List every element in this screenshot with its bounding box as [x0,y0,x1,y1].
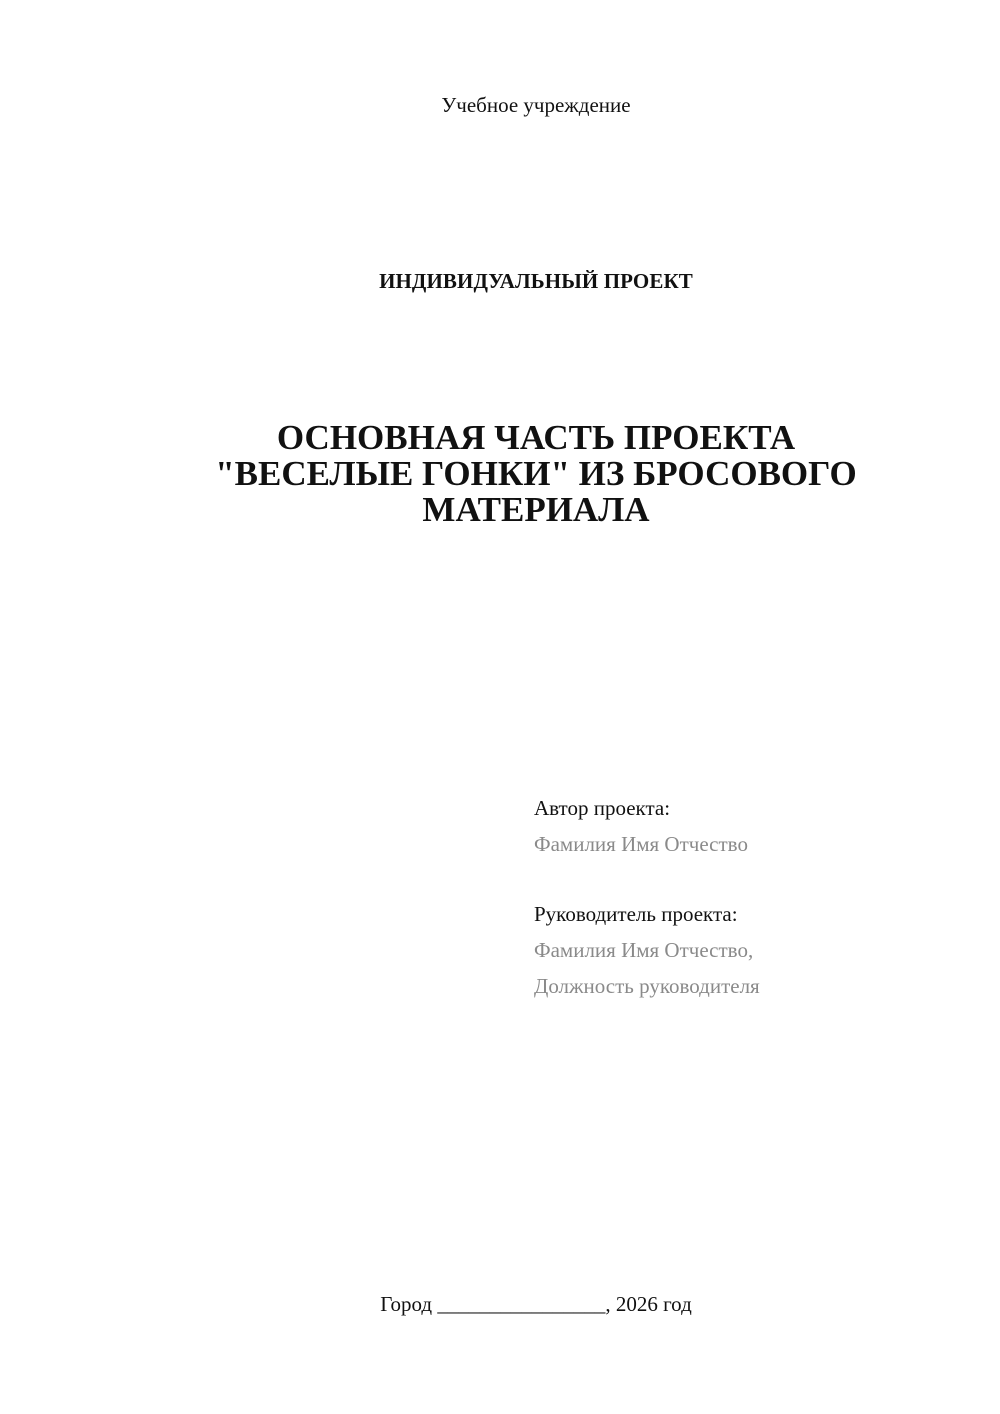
document-type: ИНДИВИДУАЛЬНЫЙ ПРОЕКТ [379,269,693,293]
project-title [0,420,1000,528]
supervisor-block [534,896,954,1004]
project-title-line-3: МАТЕРИАЛА [422,490,650,529]
info-spacer [534,862,954,896]
project-title-line-2: "ВЕСЕЛЫЕ ГОНКИ" ИЗ БРОСОВОГО [215,454,857,493]
supervisor-position: Должность руководителя [534,974,760,998]
project-info [534,790,954,1004]
author-name: Фамилия Имя Отчество [534,832,748,856]
supervisor-label: Руководитель проекта: [534,902,738,926]
institution-name: Учебное учреждение [441,93,631,117]
project-title-line-1: ОСНОВНАЯ ЧАСТЬ ПРОЕКТА [276,418,796,457]
city-year-line: Город ________________, 2026 год [380,1292,692,1316]
author-block [534,790,954,862]
author-label: Автор проекта: [534,796,671,820]
supervisor-name: Фамилия Имя Отчество, [534,938,754,962]
